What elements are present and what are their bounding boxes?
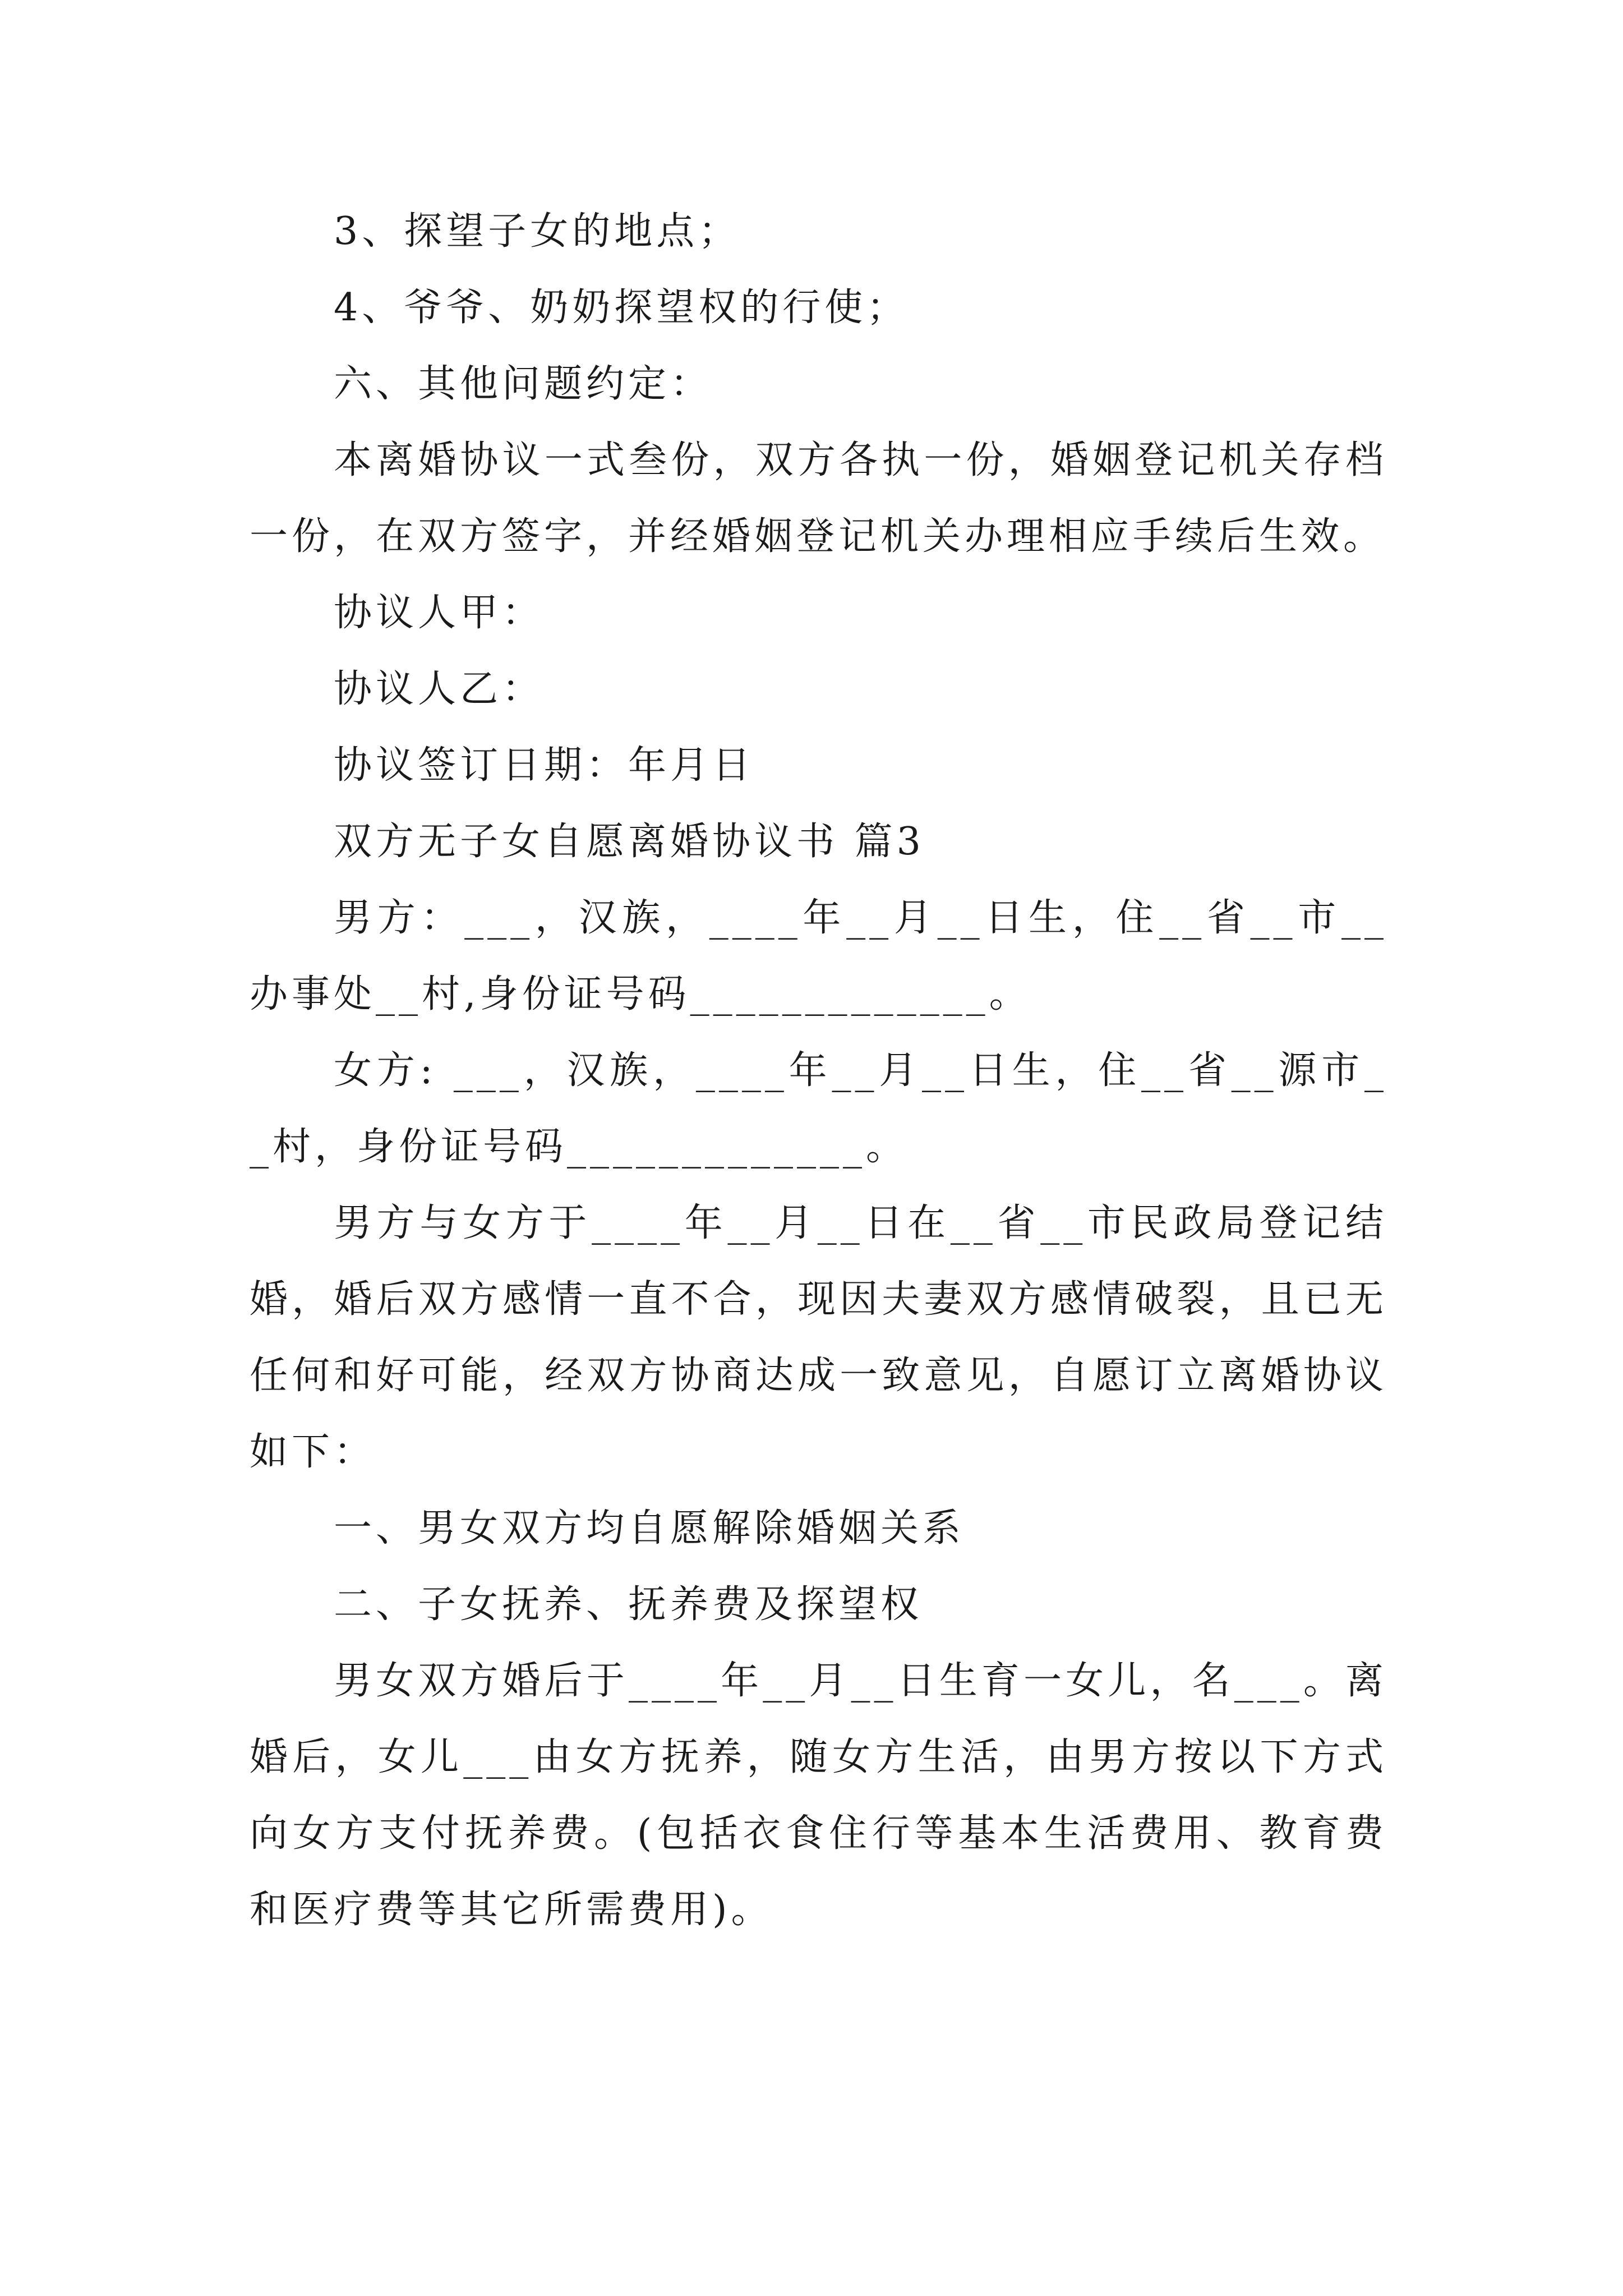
section-heading-other-matters: 六、其他问题约定：: [334, 362, 713, 406]
paragraph-wife-info: 女方: ___，汉族，____年__月__日生，住__省__源市__村，身份证号码_____________。: [250, 1048, 1387, 1169]
section-heading-child-custody: 二、子女抚养、抚养费及探望权: [334, 1582, 923, 1627]
paragraph-child-support: 男女双方婚后于____年__月__日生育一女儿，名___。离婚后，女儿___由女方抚养，随女方生活，由男方按以下方式向女方支付抚养费。(包括衣食住行等基本生活费用、教育费和医疗费等其它所需费用)。: [250, 1659, 1388, 1932]
signatory-party-b: 协议人乙：: [334, 667, 545, 711]
paragraph-grandparents-visitation: 4、爷爷、奶奶探望权的行使；: [334, 286, 909, 330]
section-heading-dissolve-marriage: 一、男女双方均自愿解除婚姻关系: [334, 1506, 965, 1550]
agreement-title: 双方无子女自愿离婚协议书 篇3: [334, 820, 925, 864]
paragraph-visit-location: 3、探望子女的地点；: [334, 209, 741, 254]
paragraph-marriage-background: 男方与女方于____年__月__日在__省__市民政局登记结婚，婚后双方感情一直不合，现因夫妻双方感情破裂，且已无任何和好可能，经双方协商达成一致意见，自愿订立离婚协议如下：: [250, 1201, 1387, 1474]
paragraph-copies-and-effect: 本离婚协议一式叁份，双方各执一份，婚姻登记机关存档一份，在双方签字，并经婚姻登记机关办理相应手续后生效。: [250, 438, 1387, 559]
paragraph-husband-info: 男方：___，汉族，____年__月__日生，住__省__市__办事处__村,身份证号码_____________。: [250, 896, 1387, 1016]
signatory-party-a: 协议人甲：: [334, 591, 545, 635]
signing-date: 协议签订日期：年月日: [334, 743, 755, 788]
